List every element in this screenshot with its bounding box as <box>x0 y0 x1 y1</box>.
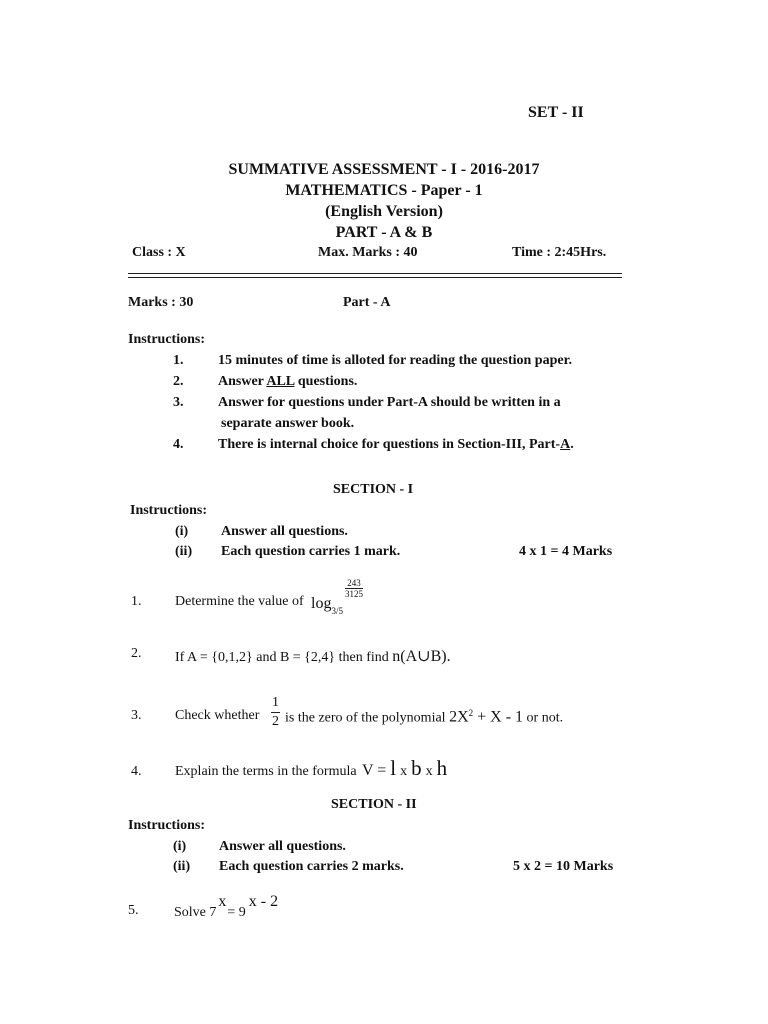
section-2-item-text: Answer all questions. <box>219 839 346 854</box>
question-4-text: Explain the terms in the formula <box>175 764 357 779</box>
time-label: Time : 2:45Hrs. <box>512 245 607 260</box>
instruction-num: 3. <box>173 395 184 410</box>
section-1-title: SECTION - I <box>333 482 414 497</box>
part-a-title: Part - A <box>343 295 391 310</box>
section-2-item-text: Each question carries 2 marks. <box>219 859 404 874</box>
section-2-title: SECTION - II <box>331 797 417 812</box>
instruction-num: 4. <box>173 437 184 452</box>
log-expression: $\log_{3/5}$ $\frac{243}{3125}$ <box>311 578 363 617</box>
question-number: 1. <box>131 594 142 609</box>
part-a-marks: Marks : 30 <box>128 295 194 310</box>
question-3-label: Check whether <box>175 708 260 723</box>
section-1-instructions-heading: Instructions: <box>130 503 208 518</box>
question-number: 3. <box>131 708 142 723</box>
section-1-item-text: Each question carries 1 mark. <box>221 544 401 559</box>
class-label: Class : X <box>132 245 186 260</box>
section-1-item-num: (ii) <box>175 544 193 559</box>
section-2-instructions-heading: Instructions: <box>128 818 206 833</box>
question-number: 5. <box>128 903 139 918</box>
version-label: (English Version) <box>325 203 443 220</box>
divider-bottom <box>128 277 622 278</box>
instruction-text-cont: separate answer book. <box>221 416 355 431</box>
instruction-text: 15 minutes of time is alloted for reading the question paper. <box>218 353 573 368</box>
question-2-text: If A = {0,1,2} and B = {2,4} then find n(A∪B). <box>175 648 451 665</box>
question-number: 4. <box>131 764 142 779</box>
divider-top <box>128 273 622 274</box>
instructions-heading: Instructions: <box>128 332 206 347</box>
part-label: PART - A & B <box>335 224 433 241</box>
subject-title: MATHEMATICS - Paper - 1 <box>285 182 483 199</box>
section-2-marks: 5 x 2 = 10 Marks <box>513 859 614 874</box>
emphasis-a: A <box>560 437 571 452</box>
question-5-text: Solve 7x= 9x - 2 <box>174 893 279 920</box>
volume-formula: V = l x b x h <box>362 756 448 780</box>
fraction-half: $\frac{1}{2}$ <box>272 695 279 729</box>
section-2-item-num: (i) <box>173 839 187 854</box>
section-2-item-num: (ii) <box>173 859 191 874</box>
set-label: SET - II <box>528 104 584 121</box>
max-marks-label: Max. Marks : 40 <box>318 245 418 260</box>
instruction-text: Answer ALL questions. <box>218 374 358 389</box>
emphasis-all: ALL <box>266 374 295 389</box>
section-1-item-text: Answer all questions. <box>221 524 348 539</box>
instruction-text: Answer for questions under Part-A should be written in a <box>218 395 561 410</box>
section-1-item-num: (i) <box>175 524 189 539</box>
instruction-num: 2. <box>173 374 184 389</box>
question-3-text: is the zero of the polynomial $2X^2 + X - 1$ or not. <box>285 708 564 726</box>
exam-title: SUMMATIVE ASSESSMENT - I - 2016-2017 <box>228 161 540 178</box>
question-number: 2. <box>131 646 142 661</box>
instruction-text: There is internal choice for questions in Section-III, Part-A. <box>218 437 574 452</box>
instruction-num: 1. <box>173 353 184 368</box>
section-1-marks: 4 x 1 = 4 Marks <box>519 544 613 559</box>
question-1-text: Determine the value of <box>175 594 304 609</box>
